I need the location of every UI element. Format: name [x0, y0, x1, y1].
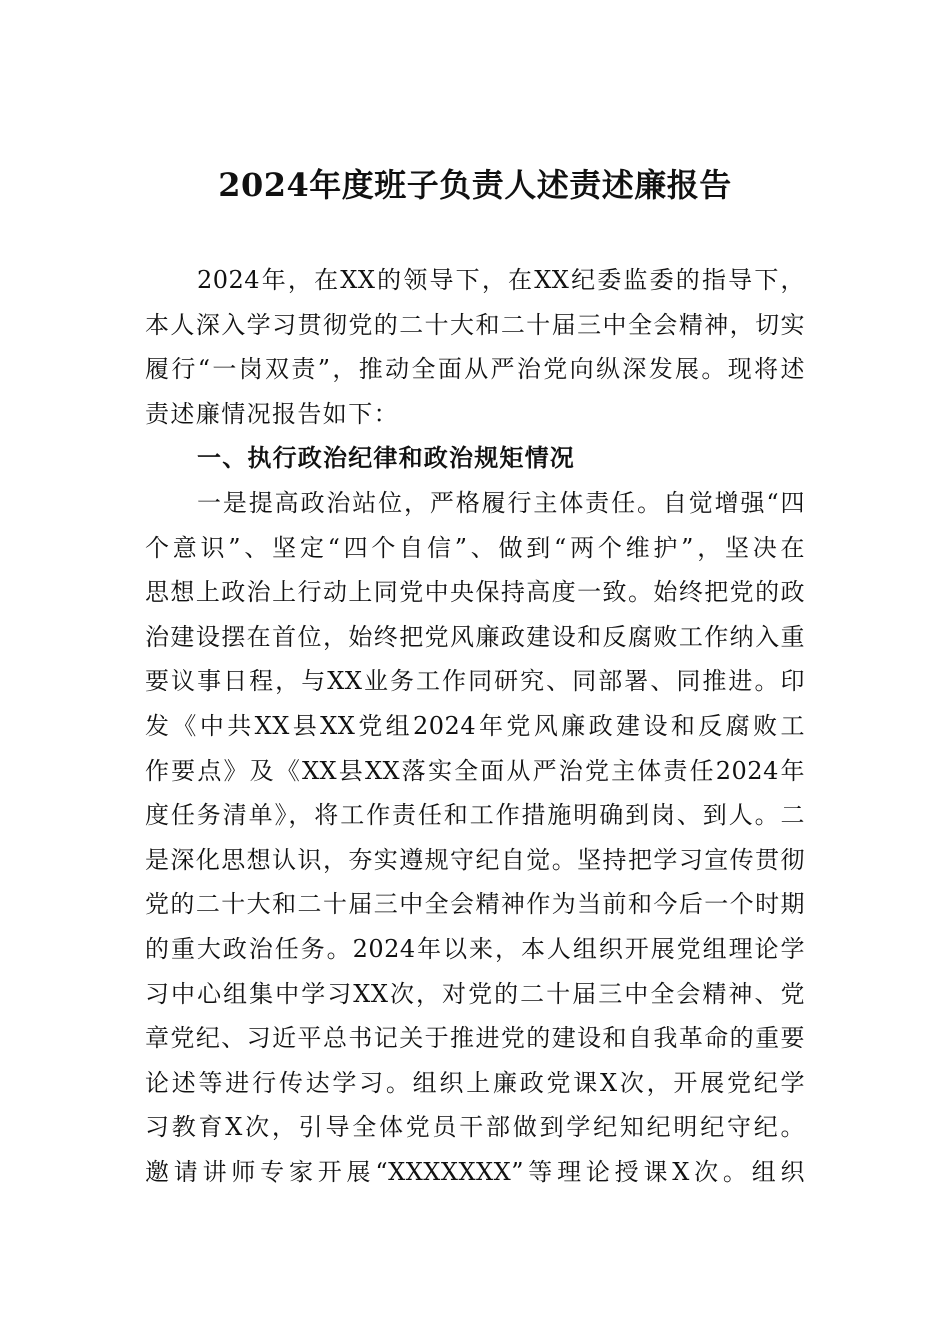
body-line: 章党纪、习近平总书记关于推进党的建设和自我革命的重要: [145, 1024, 805, 1053]
section1-paragraph: [145, 481, 805, 1195]
body-line: 习中心组集中学习XX次，对党的二十届三中全会精神、党: [145, 979, 805, 1008]
body-line: 党的二十大和二十届三中全会精神作为当前和今后一个时期: [145, 890, 805, 919]
intro-paragraph: [145, 258, 805, 436]
section-heading: 一、执行政治纪律和政治规矩情况: [197, 443, 575, 473]
body-line: 度任务清单》，将工作责任和工作措施明确到岗、到人。二: [145, 801, 805, 830]
document-body: [145, 258, 805, 1194]
body-line: 治建设摆在首位，始终把党风廉政建设和反腐败工作纳入重: [145, 622, 805, 651]
body-line: 责述廉情况报告如下：: [145, 399, 399, 428]
document-title: 2024年度班子负责人述责述廉报告: [218, 166, 732, 204]
body-line: 本人深入学习贯彻党的二十大和二十届三中全会精神，切实: [145, 310, 805, 339]
body-line: 论述等进行传达学习。组织上廉政党课X次，开展党纪学: [145, 1068, 805, 1097]
body-line: 个意识”、坚定“四个自信”、做到“两个维护”，坚决在: [145, 533, 805, 562]
body-line: 一是提高政治站位，严格履行主体责任。自觉增强“四: [197, 488, 805, 517]
body-line: 习教育X次，引导全体党员干部做到学纪知纪明纪守纪。: [145, 1113, 805, 1142]
body-line: 要议事日程，与XX业务工作同研究、同部署、同推进。印: [145, 667, 805, 696]
body-line: 邀请讲师专家开展“XXXXXXX”等理论授课X次。组织: [145, 1157, 805, 1186]
body-line: 履行“一岗双责”，推动全面从严治党向纵深发展。现将述: [145, 355, 805, 384]
body-line: 的重大政治任务。2024年以来，本人组织开展党组理论学: [145, 934, 805, 963]
body-line: 2024年，在XX的领导下，在XX纪委监委的指导下，: [197, 266, 805, 294]
body-line: 作要点》及《XX县XX落实全面从严治党主体责任2024年: [145, 756, 805, 785]
body-line: 发《中共XX县XX党组2024年党风廉政建设和反腐败工: [145, 711, 805, 740]
body-line: 是深化思想认识，夯实遵规守纪自觉。坚持把学习宣传贯彻: [145, 845, 805, 874]
body-line: 思想上政治上行动上同党中央保持高度一致。始终把党的政: [145, 578, 805, 607]
